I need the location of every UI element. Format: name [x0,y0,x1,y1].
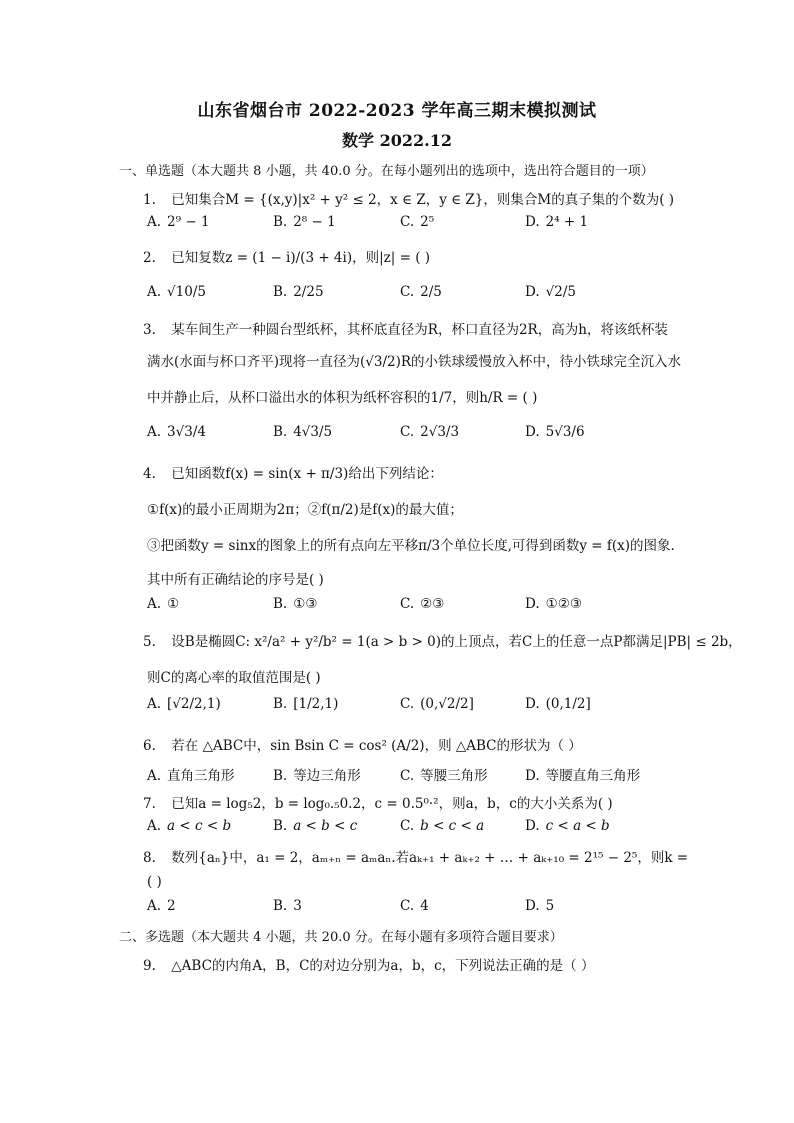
question-2-options [147,284,707,304]
question-text: 设B是椭圆C: x²/a² + y²/b² = 1(a > b > 0)的上顶点，若C上的任意一点P都满足|PB| ≤ 2b， [171,634,742,650]
exam-title: 山东省烟台市 2022-2023 学年高三期末模拟测试 [197,101,597,121]
question-number: 3. [143,322,156,338]
option-b[interactable]: B. ①③ [273,596,318,612]
question-text: 已知复数z = (1 − i)/(3 + 4i)，则|z| = ( ) [171,250,431,266]
option-a[interactable]: A. ① [147,596,180,612]
question-9 [143,954,594,974]
option-a[interactable]: A. a < c < b [147,818,232,834]
option-b[interactable]: B. 2⁸ − 1 [273,214,336,230]
question-number: 7. [143,796,156,812]
option-d[interactable]: D. 2⁴ + 1 [525,214,589,230]
option-c[interactable]: C. 等腰三角形 [400,768,488,784]
question-number: 8. [143,850,156,866]
option-c[interactable]: C. b < c < a [400,818,485,834]
option-c[interactable]: C. 2/5 [400,284,442,300]
question-text: 若在 △ABC中，sin Bsin C = cos² (A/2)，则 △ABC的形状为（ ） [171,738,582,754]
question-3 [143,318,668,338]
option-a[interactable]: A. 3√3/4 [147,424,206,440]
option-a[interactable]: A. 2 [147,898,176,914]
question-1 [143,188,674,208]
option-b[interactable]: B. 3 [273,898,302,914]
option-c[interactable]: C. 2√3/3 [400,424,460,440]
question-3-options [147,424,707,444]
option-d[interactable]: D. √2/5 [525,284,576,300]
option-b[interactable]: B. a < b < c [273,818,358,834]
question-text: 已知函数f(x) = sin(x + π/3)给出下列结论： [171,466,443,482]
question-number: 5. [143,634,156,650]
option-a[interactable]: A. 2⁹ − 1 [147,214,210,230]
question-7-options [147,818,707,838]
option-b[interactable]: B. 2/25 [273,284,324,300]
option-d[interactable]: D. (0,1/2] [525,696,591,712]
question-number: 9. [143,958,156,974]
exam-subtitle: 数学 2022.12 [342,131,452,150]
option-c[interactable]: C. 2⁵ [400,214,435,230]
question-text: 已知集合M = {(x,y)|x² + y² ≤ 2，x ∈ Z，y ∈ Z}，则集合M的真子集的个数为( ) [171,192,675,208]
option-a[interactable]: A. √10/5 [147,284,206,300]
section-single-choice-heading: 一、单选题（本大题共 8 小题，共 40.0 分。在每小题列出的选项中，选出符合题目的一项） [119,164,654,179]
question-4 [143,462,443,482]
option-d[interactable]: D. 等腰直角三角形 [525,768,641,784]
option-c[interactable]: C. ②③ [400,596,445,612]
option-d[interactable]: D. ①②③ [525,596,582,612]
option-b[interactable]: B. 4√3/5 [273,424,333,440]
question-4-options [147,596,707,616]
option-a[interactable]: A. 直角三角形 [147,768,235,784]
question-8 [143,846,688,866]
option-c[interactable]: C. (0,√2/2] [400,696,474,712]
question-4-statement-1-2: ①f(x)的最小正周期为2π；②f(π/2)是f(x)的最大值； [147,502,463,518]
question-6 [143,734,582,754]
question-3-line-3: 中并静止后，从杯口溢出水的体积为纸杯容积的1/7，则h/R = ( ) [147,390,538,406]
question-number: 2. [143,250,156,266]
question-text: 已知a = log₅2，b = log₀.₅0.2，c = 0.5⁰·²，则a，b，c的大小关系为( ) [171,796,613,812]
option-d[interactable]: D. 5√3/6 [525,424,585,440]
question-6-options [147,764,707,784]
section-multi-choice-heading: 二、多选题（本大题共 4 小题，共 20.0 分。在每小题有多项符合题目要求） [119,930,563,945]
option-b[interactable]: B. [1/2,1) [273,696,339,712]
question-8-line-2: ( ) [147,874,162,890]
question-2 [143,246,430,266]
question-text: △ABC的内角A，B，C的对边分别为a，b，c，下列说法正确的是（ ） [171,958,595,974]
option-c[interactable]: C. 4 [400,898,429,914]
question-4-statement-3: ③把函数y = sinx的图象上的所有点向左平移π/3个单位长度,可得到函数y = f(x)的图象. [147,538,675,554]
option-d[interactable]: D. c < a < b [525,818,610,834]
question-number: 1. [143,192,156,208]
question-number: 4. [143,466,156,482]
question-5-options [147,696,707,716]
question-text: 某车间生产一种圆台型纸杯，其杯底直径为R，杯口直径为2R，高为h，将该纸杯装 [171,322,668,338]
option-a[interactable]: A. [√2/2,1) [147,696,221,712]
question-4-prompt: 其中所有正确结论的序号是( ) [147,572,324,588]
question-8-options [147,898,707,918]
question-number: 6. [143,738,156,754]
question-5-line-2: 则C的离心率的取值范围是( ) [147,670,321,686]
question-3-line-2: 满水(水面与杯口齐平)现将一直径为(√3/2)R的小铁球缓慢放入杯中，待小铁球完全沉入水 [147,354,682,370]
question-1-options [147,214,707,234]
option-d[interactable]: D. 5 [525,898,555,914]
question-5 [143,630,742,650]
question-7 [143,792,613,812]
question-text: 数列{aₙ}中，a₁ = 2，aₘ₊ₙ = aₘaₙ.若aₖ₊₁ + aₖ₊₂ + … + aₖ₊₁₀ = 2¹⁵ − 2⁵，则k = [171,850,689,866]
option-b[interactable]: B. 等边三角形 [273,768,361,784]
